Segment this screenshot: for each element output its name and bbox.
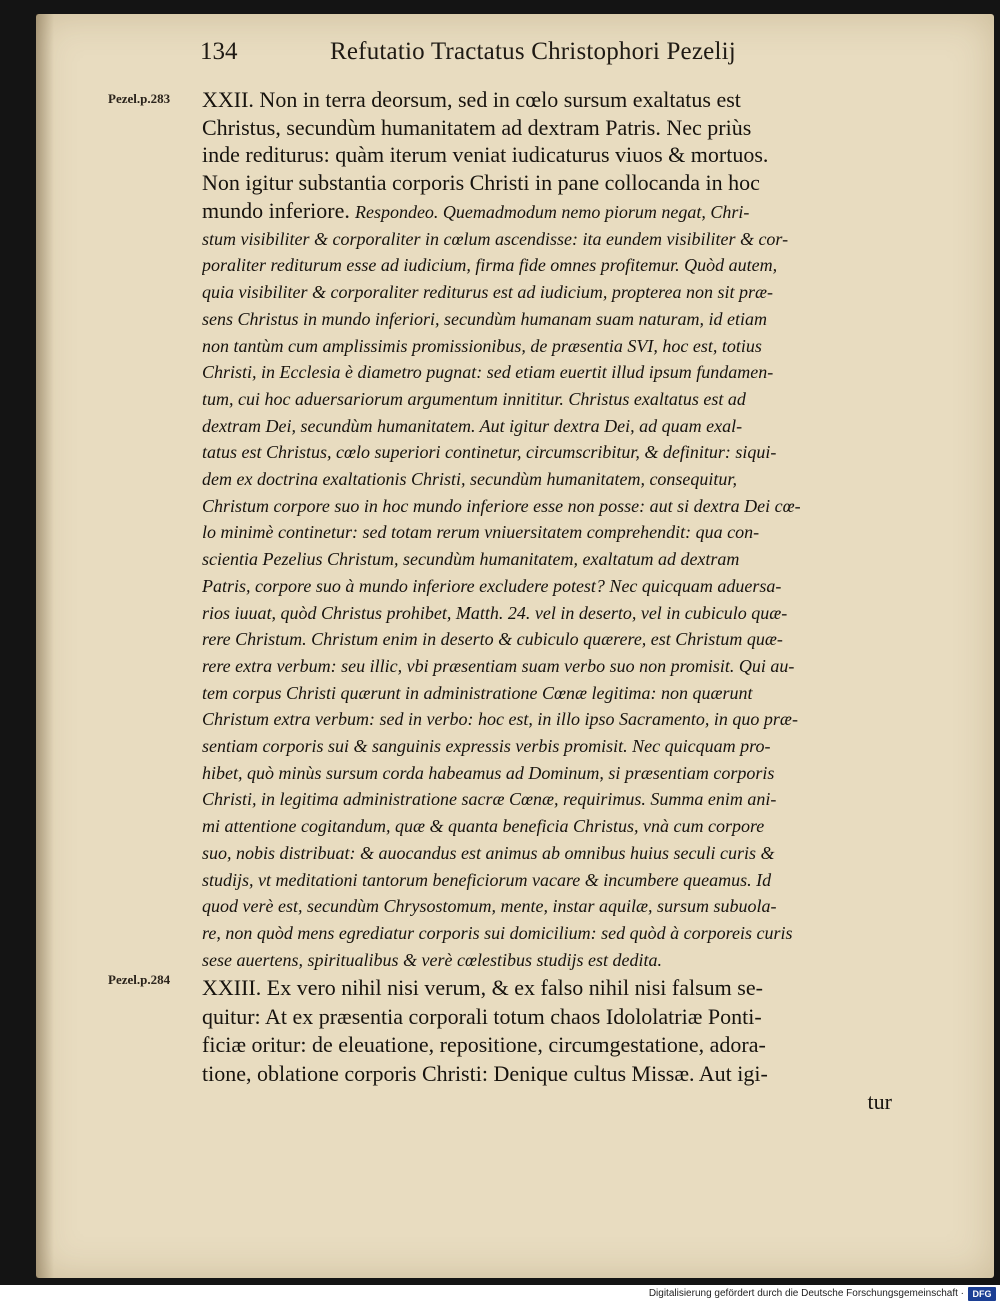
text-line: studijs, vt meditationi tantorum beneficiorum vacare & incumbere queamus. Id [202, 869, 772, 890]
text-line: tum, cui hoc aduersariorum argumentum innititur. Christus exaltatus est ad [202, 388, 746, 409]
dfg-logo-icon: DFG [968, 1287, 996, 1301]
text-line: quod verè est, secundùm Chrysostomum, mente, instar aquilæ, sursum subuola- [202, 896, 777, 917]
text-line: Christum corpore suo in hoc mundo inferiore esse non posse: aut si dextra Dei cœ- [202, 495, 801, 516]
section-22-text [202, 86, 892, 196]
text-line: tem corpus Christi quærunt in administratione Cœnæ legitima: non quærunt [202, 682, 753, 703]
text-line: re, non quòd mens egrediatur corporis sui domicilium: sed quòd à corporeis curis [202, 922, 793, 943]
text-line: poraliter rediturum esse ad iudicium, firma fide omnes profitemur. Quòd autem, [202, 255, 778, 276]
text-line: dextram Dei, secundùm humanitatem. Aut igitur dextra Dei, ad quam exal- [202, 415, 743, 436]
page-header [200, 38, 840, 72]
text-line: Non igitur substantia corporis Christi in pane collocanda in hoc [202, 169, 760, 195]
text-line: scientia Pezelius Christum, secundùm humanitatem, exaltatum ad dextram [202, 549, 740, 570]
running-head: Refutatio Tractatus Christophori Pezelij [330, 38, 736, 65]
text-line: rere Christum. Christum enim in deserto & cubiculo quærere, est Christum quæ- [202, 629, 783, 650]
text-line: Christus, secundùm humanitatem ad dextram Patris. Nec priùs [202, 114, 752, 140]
text-line-roman: mundo inferiore. [202, 198, 350, 223]
text-line: non tantùm cum amplissimis promissionibus, de præsentia SVI, hoc est, totius [202, 335, 762, 356]
text-line: Christum extra verbum: sed in verbo: hoc est, in illo ipso Sacramento, in quo præ- [202, 709, 798, 730]
text-line: mi attentione cogitandum, quæ & quanta beneficia Christus, vnà cum corpore [202, 816, 765, 837]
margin-note: Pezel.p.284 [108, 972, 171, 987]
catchword: tur [867, 1089, 892, 1114]
text-line: Christi, in legitima administratione sacræ Cœnæ, requirimus. Summa enim ani- [202, 789, 777, 810]
text-line: hibet, quò minùs sursum corda habeamus ad Dominum, si præsentiam corporis [202, 762, 775, 783]
text-line: ficiæ oritur: de eleuatione, repositione, circumgestatione, adora- [202, 1032, 766, 1057]
text-line-italic: Respondeo. Quemadmodum nemo piorum negat, Chri- [354, 202, 750, 222]
text-line: dem ex doctrina exaltationis Christi, secundùm humanitatem, consequitur, [202, 469, 737, 490]
footer-bar [0, 1285, 1000, 1305]
margin-note: Pezel.p.283 [108, 91, 171, 106]
text-line: sese auertens, spiritualibus & verè cœlestibus studijs est dedita. [202, 949, 662, 970]
text-line [202, 197, 892, 226]
text-line: quia visibiliter & corporaliter rediturus est ad iudicium, propterea non sit præ- [202, 282, 773, 303]
text-line: rere extra verbum: seu illic, vbi præsentiam suam verbo suo non promisit. Qui au- [202, 655, 795, 676]
text-line: tione, oblatione corporis Christi: Denique cultus Missæ. Aut igi- [202, 1060, 768, 1086]
text-line: XXIII. Ex vero nihil nisi verum, & ex falso nihil nisi falsum se- [202, 975, 763, 1000]
text-line: inde rediturus: quàm iterum veniat iudicaturus viuos & mortuos. [202, 142, 769, 168]
text-line: sentiam corporis sui & sanguinis expressis verbis promisit. Nec quicquam pro- [202, 736, 771, 757]
text-line: tatus est Christus, cœlo superiori continetur, circumscribitur, & definitur: siqui- [202, 442, 777, 463]
text-line: stum visibiliter & corporaliter in cœlum ascendisse: ita eundem visibiliter & cor- [202, 228, 789, 249]
section-23-text [202, 974, 892, 1117]
response-text [202, 197, 892, 973]
text-line: Patris, corpore suo à mundo inferiore excludere potest? Nec quicquam aduersa- [202, 575, 782, 596]
text-line: suo, nobis distribuat: & auocandus est animus ab omnibus huius seculi curis & [202, 842, 775, 863]
text-line: sens Christus in mundo inferiori, secundùm humanam suam naturam, id etiam [202, 308, 768, 329]
footer-credit: Digitalisierung gefördert durch die Deutsche Forschungsgemeinschaft · [648, 1288, 964, 1299]
text-line: XXII. Non in terra deorsum, sed in cœlo sursum exaltatus est [202, 87, 741, 112]
page-number: 134 [200, 38, 238, 65]
text-line: lo minimè continetur: sed totam rerum vniuersitatem comprehendit: qua con- [202, 522, 760, 543]
text-line: Christi, in Ecclesia è diametro pugnat: sed etiam euertit illud ipsum fundamen- [202, 362, 774, 383]
text-line: quitur: At ex præsentia corporali totum chaos Idololatriæ Ponti- [202, 1003, 762, 1029]
text-line: rios iuuat, quòd Christus prohibet, Matth. 24. vel in deserto, vel in cubiculo quæ- [202, 602, 788, 623]
